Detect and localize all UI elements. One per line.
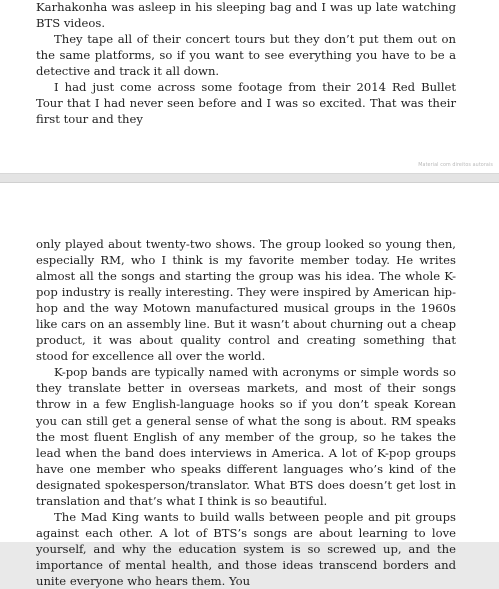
page-bottom	[0, 182, 499, 588]
paragraph: only played about twenty-two shows. The group looked so young then, especially RM, who I think is my favorite member today. He writes almost all the songs and starting the group was his idea. The whole K-pop industry is really interesting. They were inspired by American hip-hop and the way Motown manufactured musical groups in the 1960s like cars on an assembly line. But it wasn’t about churning out a cheap product, it was about quality control and creating something that stood for excellence all over the world.	[36, 237, 456, 364]
page-top	[0, 0, 499, 174]
page-top-text	[36, 0, 456, 127]
page-bottom-text	[36, 236, 456, 589]
paragraph: K-pop bands are typically named with acronyms or simple words so they translate better in overseas markets, and most of their songs throw in a few English-language hooks so if you don’t speak Korean you can still get a general sense of what the song is about. RM speaks the most fluent English of any member of the group, so he takes the lead when the band does interviews in America. A lot of K-pop groups have one member who speaks different languages who’s kind of the designated spokesperson/translator. What BTS does doesn’t get lost in translation and that’s what I think is so beautiful.	[36, 365, 456, 508]
copyright-watermark: Material com direitos autorais	[418, 163, 493, 168]
paragraph: They tape all of their concert tours but they don’t put them out on the same platforms, so if you want to see everything you have to be a detective and track it all down.	[36, 32, 456, 79]
paragraph: I had just come across some footage from their 2014 Red Bullet Tour that I had never seen before and I was so excited. That was their first tour and they	[36, 80, 456, 127]
paragraph: The Mad King wants to build walls between people and pit groups against each other. A lot of BTS’s songs are about learning to love yourself, and why the education system is so screwed up, and the importance of mental health, and those ideas transcend borders and unite everyone who hears them. You	[36, 509, 456, 588]
page-separator	[0, 174, 499, 182]
paragraph: Karhakonha was asleep in his sleeping bag and I was up late watching BTS videos.	[36, 0, 456, 31]
